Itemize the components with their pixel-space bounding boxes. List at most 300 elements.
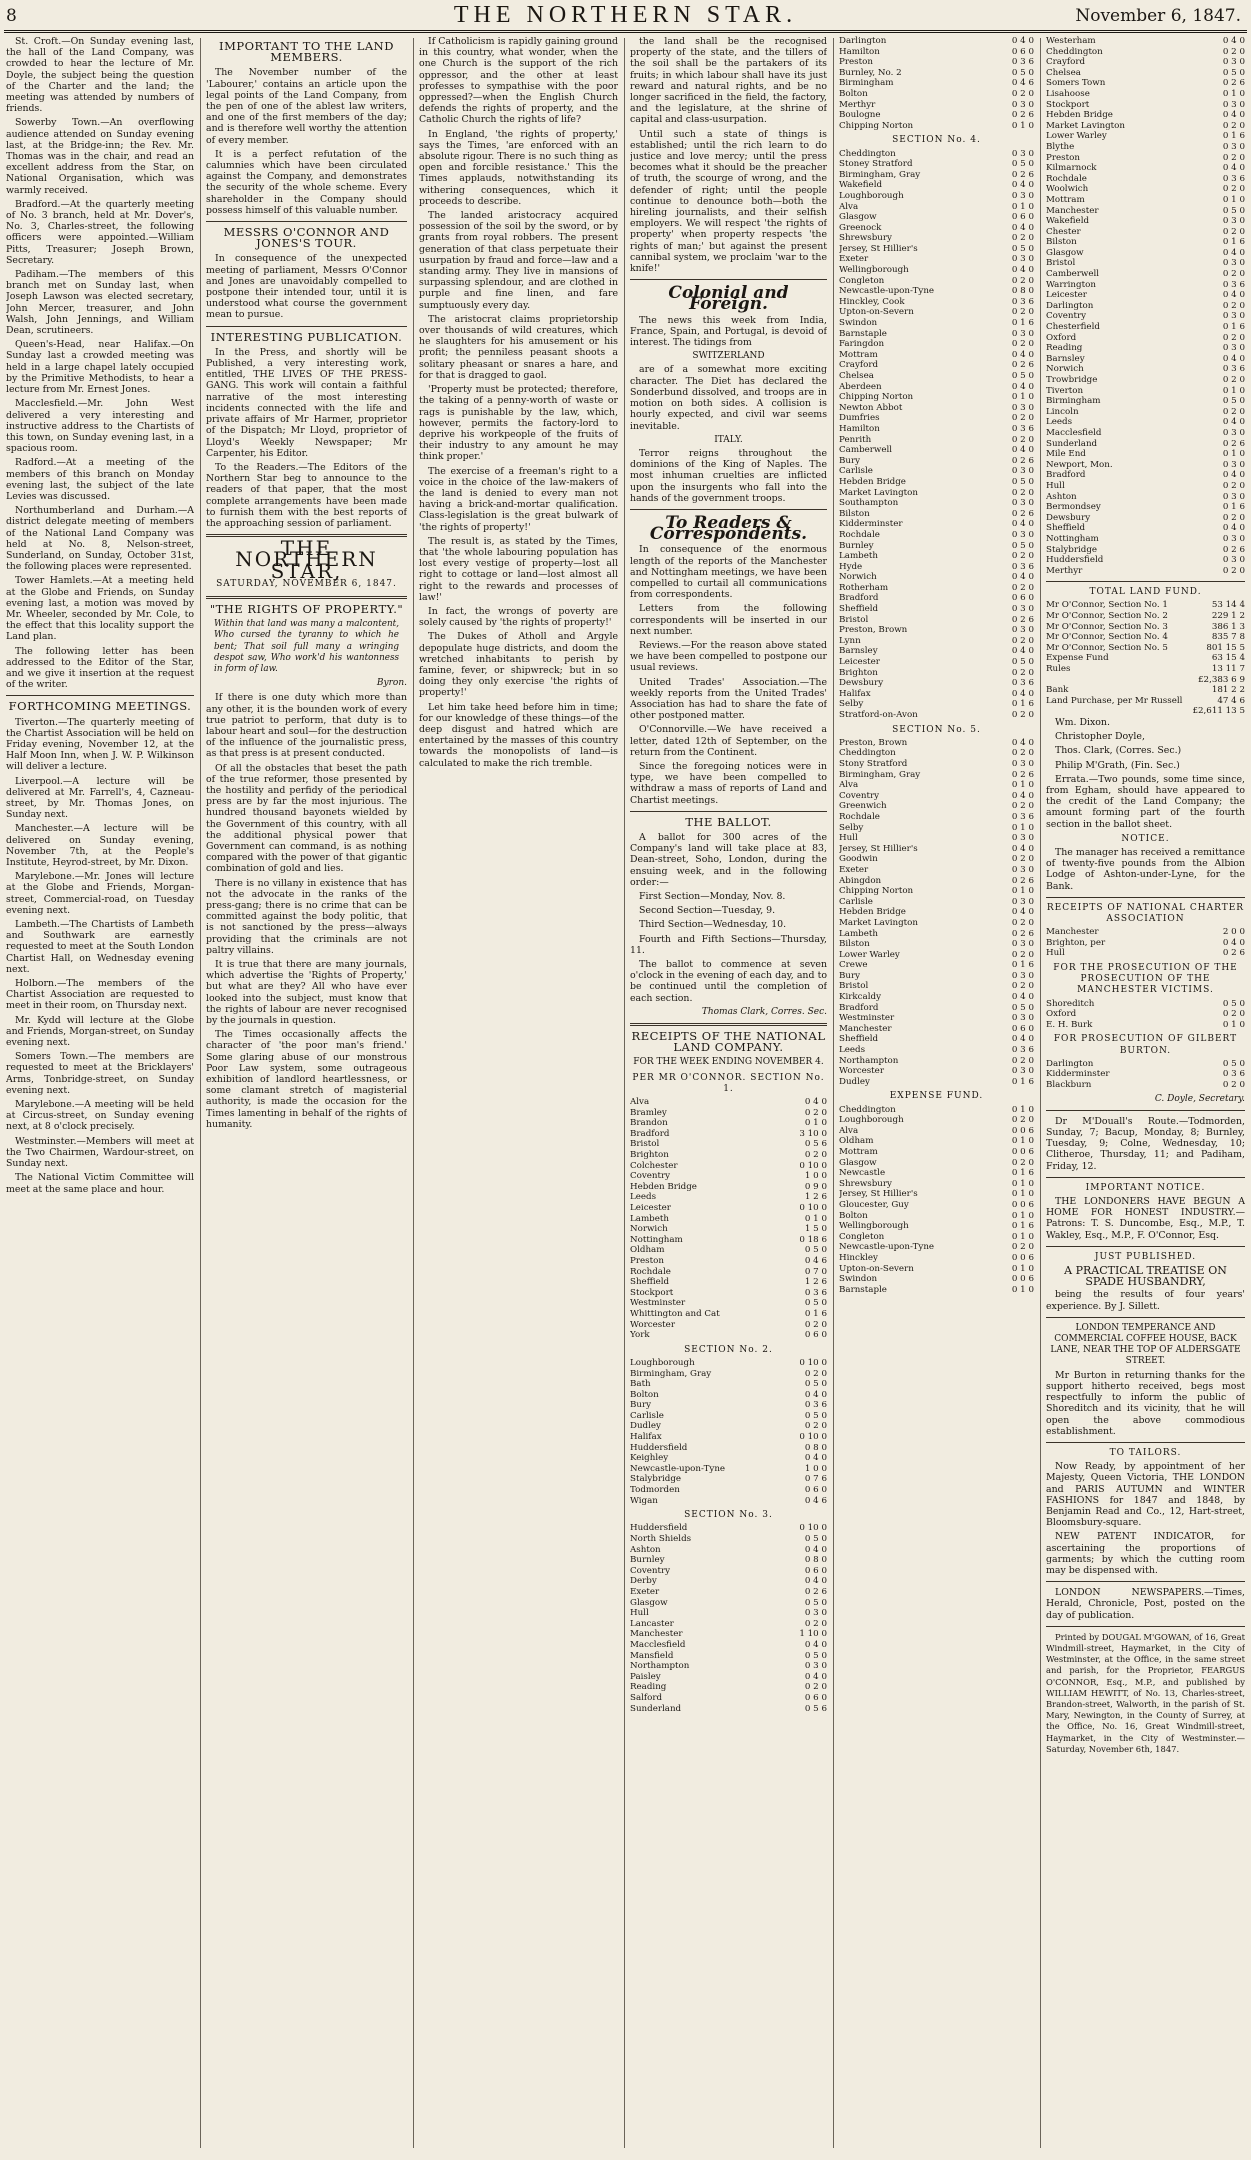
receipt-row	[839, 657, 1034, 668]
receipt-row-place: Huddersfield	[630, 1523, 688, 1534]
rights-quote: Within that land was many a malcontent, Who cursed the tyranny to which he bent; That soil full many a wringing despot saw, Who work'd his wantonness in form of law.	[214, 619, 399, 674]
receipt-row	[1046, 216, 1245, 227]
receipts-heading: RECEIPTS OF THE NATIONAL LAND COMPANY.	[631, 1029, 826, 1055]
receipt-row	[1046, 333, 1245, 344]
receipt-row-amount: 0 3 6	[804, 1400, 827, 1411]
receipt-row-place: Bilston	[839, 508, 870, 519]
divider	[1046, 1317, 1245, 1318]
receipt-row-amount: 1 0 0	[804, 1463, 827, 1474]
chartist-intelligence	[6, 36, 194, 690]
receipt-row-amount: 0 4 0	[1222, 523, 1245, 534]
receipt-row	[839, 276, 1034, 287]
doyle-signature: C. Doyle, Secretary.	[1154, 1093, 1245, 1104]
receipt-row-amount: 0 4 0	[804, 1671, 827, 1682]
receipt-row-amount: 0 4 0	[1222, 36, 1245, 46]
colonial-intro: The news this week from India, France, Spain, and Portugal, is devoid of interest. The tidings from	[630, 314, 827, 349]
receipt-row-place: Loughborough	[839, 190, 904, 201]
ballot-sections	[630, 891, 827, 956]
receipt-row-place: Coventry	[630, 1565, 671, 1576]
receipt-row-place: Bilston	[839, 939, 870, 950]
receipt-row	[1046, 545, 1245, 556]
receipt-row	[1046, 322, 1245, 333]
receipt-row	[1046, 258, 1245, 269]
receipt-row-amount: 0 2 6	[1222, 948, 1245, 959]
receipt-row-place: Coventry	[839, 790, 880, 801]
receipt-row-amount: 0 2 6	[1222, 438, 1245, 449]
receipt-row-place: Wigan	[630, 1495, 658, 1506]
errata-text: Errata.—Two pounds, some time since, from Egham, should have appeared to the credit of the Land Company; the amount forming part of the fourth section in the ballot sheet.	[1046, 773, 1245, 830]
receipt-row-amount: 0 4 0	[1011, 572, 1034, 583]
receipt-row-amount: 0 2 0	[1011, 88, 1034, 99]
receipt-row-place: Worcester	[839, 1066, 884, 1077]
receipt-row-place: Preston, Brown	[839, 737, 908, 748]
receipt-row-amount: 0 1 6	[1011, 699, 1034, 710]
receipt-row	[839, 254, 1034, 265]
total-row-place: Mr O'Connor, Section No. 3	[1046, 621, 1168, 632]
expense-row-place: Swindon	[839, 1274, 878, 1285]
leader-paper-title: THE NORTHERN STAR,	[235, 536, 378, 583]
receipt-row-place: Bradford	[630, 1128, 670, 1139]
receipt-row-place: Hull	[1046, 948, 1065, 959]
receipt-row-place: Hull	[1046, 480, 1065, 491]
receipt-row-amount: 0 2 0	[1011, 748, 1034, 759]
receipt-row	[839, 572, 1034, 583]
receipt-row-amount: 0 3 0	[1011, 759, 1034, 769]
receipt-row-amount: 0 2 0	[1222, 375, 1245, 385]
receipt-row-place: Birmingham, Gray	[839, 169, 921, 180]
nca-table	[1046, 927, 1245, 959]
receipt-row	[839, 329, 1034, 340]
receipt-row-amount: 0 3 0	[1222, 555, 1245, 566]
receipt-row-amount: 0 2 6	[1011, 169, 1034, 180]
receipt-row	[839, 865, 1034, 876]
receipt-row-place: Abingdon	[839, 875, 882, 886]
receipt-row-amount: 0 5 0	[1011, 1002, 1034, 1013]
receipt-row	[839, 929, 1034, 940]
receipt-row	[839, 992, 1034, 1003]
receipt-row-amount: 0 1 0	[1222, 194, 1245, 205]
receipt-row	[630, 1421, 827, 1432]
news-paragraph: The following letter has been addressed to the Editor of the Star, and we give it insertion at the request of the writer.	[6, 645, 194, 691]
expense-row-place: Congleton	[839, 1231, 885, 1242]
totals-table	[1046, 600, 1245, 674]
receipt-row-amount: 0 18 6	[799, 1234, 827, 1245]
expense-row	[839, 1168, 1034, 1179]
expense-row	[839, 1105, 1034, 1116]
receipt-row-amount: 0 4 0	[1222, 417, 1245, 428]
section2-table	[630, 1358, 827, 1506]
receipt-row-amount: 0 4 0	[804, 1576, 827, 1587]
receipt-row-amount: 0 3 0	[1011, 498, 1034, 509]
receipt-row	[1046, 513, 1245, 524]
expense-row	[839, 1179, 1034, 1190]
receipt-row-amount: 0 9 0	[804, 1181, 827, 1192]
total-row-amount: 801 15 5	[1206, 642, 1245, 653]
receipt-row	[1046, 407, 1245, 418]
receipt-row-amount: 0 2 0	[1011, 801, 1034, 812]
receipt-row	[1046, 163, 1245, 174]
receipt-row	[839, 339, 1034, 350]
receipt-row-amount: 0 6 0	[804, 1692, 827, 1703]
receipt-row-amount: 0 4 0	[1222, 937, 1245, 948]
total-row-amount: 835 7 8	[1211, 632, 1245, 643]
receipt-row-place: Rochdale	[839, 529, 880, 540]
receipt-row-amount: 0 2 0	[1222, 565, 1245, 576]
receipt-row-place: Rochdale	[1046, 173, 1087, 184]
article-paragraph: It is true that there are many journals, which advertise the 'Rights of Property,' but what are they? All who have ever looked into the subject, must know that the rights of labour are never recognised by the journals in question.	[206, 959, 407, 1027]
receipt-row-amount: 0 5 0	[804, 1650, 827, 1661]
news-paragraph: Sowerby Town.—An overflowing audience attended on Sunday evening last, at the Bridge-inn; the Rev. Mr. Thomas was in the chair, and read an excellent address from the Star, on National Organisation, which was warmly received.	[6, 117, 194, 196]
receipt-row	[630, 1704, 827, 1715]
article-paragraph: There is no villany in existence that has not the advocate in the ranks of the press-gang; there is no crime that can be committed against the body politic, that is not sanctioned by the press—always providing that the criminals are not paltry villains.	[206, 877, 407, 956]
receipt-row-place: Hamilton	[839, 423, 880, 434]
expense-row	[839, 1221, 1034, 1232]
receipt-row	[839, 149, 1034, 160]
receipt-row-place: Chipping Norton	[839, 120, 914, 131]
receipt-row-place: Sheffield	[839, 1034, 879, 1045]
expense-row-place: Cheddington	[839, 1104, 896, 1115]
receipt-row-amount: 0 2 6	[1011, 110, 1034, 121]
receipt-row-amount: 0 3 0	[1222, 311, 1245, 322]
receipt-row	[839, 759, 1034, 770]
receipt-row	[630, 1464, 827, 1475]
section5-continued-table	[1046, 36, 1245, 576]
expense-row-amount: 0 1 0	[1011, 1231, 1034, 1242]
receipt-row	[839, 456, 1034, 467]
receipt-row	[1046, 100, 1245, 111]
receipt-row-place: Rochdale	[839, 811, 880, 822]
receipt-row	[630, 1369, 827, 1380]
section4-table	[839, 149, 1034, 721]
receipt-row-amount: 0 4 0	[1011, 265, 1034, 276]
column-rule	[624, 38, 625, 2148]
receipt-row-amount: 2 0 0	[1222, 927, 1245, 938]
receipt-row	[630, 1298, 827, 1309]
receipt-row-amount: 0 1 0	[1011, 392, 1034, 403]
victims-heading: FOR THE PROSECUTION OF THE PROSECUTION OF THE MANCHESTER VICTIMS.	[1053, 963, 1238, 996]
receipt-row-amount: 0 10 0	[799, 1203, 827, 1213]
total-row-amount: 53 14 4	[1211, 600, 1245, 611]
column-rule	[833, 38, 834, 2148]
receipt-row-place: Halifax	[839, 688, 871, 699]
expense-row-place: Hinckley	[839, 1252, 878, 1263]
meeting-notice: Marylebone.—A meeting will be held at Circus-street, on Sunday evening next, at 8 o'clock precisely.	[6, 1099, 194, 1133]
receipt-row-amount: 0 2 0	[1222, 184, 1245, 195]
receipt-row-place: Bradford	[839, 593, 879, 604]
receipt-row-place: Dewsbury	[839, 678, 884, 689]
receipt-row-place: Bermondsey	[1046, 502, 1101, 513]
receipt-row-amount: 0 1 0	[804, 1213, 827, 1224]
ballot-signature: Thomas Clark, Corres. Sec.	[701, 1006, 827, 1017]
receipt-row	[1046, 502, 1245, 513]
receipt-row-place: Camberwell	[1046, 269, 1100, 280]
receipt-row-place: Lincoln	[1046, 406, 1079, 417]
receipt-row	[630, 1379, 827, 1390]
receipt-row	[839, 981, 1034, 992]
receipt-row-amount: 0 5 0	[804, 1245, 827, 1256]
receipt-row	[1046, 121, 1245, 132]
receipt-row-place: Norwich	[630, 1224, 668, 1235]
receipt-row-place: Boulogne	[839, 110, 881, 121]
receipt-row	[630, 1661, 827, 1672]
receipt-row-place: Westerham	[1046, 36, 1096, 46]
expense-row	[839, 1189, 1034, 1200]
receipt-row	[630, 1640, 827, 1651]
receipt-row	[1046, 68, 1245, 79]
section2-heading: SECTION No. 2.	[684, 1344, 773, 1355]
important-heading: IMPORTANT TO THE LAND MEMBERS.	[219, 39, 394, 65]
receipt-row	[839, 1077, 1034, 1088]
news-paragraph: Macclesfield.—Mr. John West delivered a very interesting and instructive address to the Chartists of this town, on Sunday evening last, in a spacious room.	[6, 398, 194, 455]
receipt-row	[839, 78, 1034, 89]
receipt-row-place: Lancaster	[630, 1618, 674, 1629]
receipt-row	[839, 604, 1034, 615]
receipt-row	[1046, 311, 1245, 322]
total-row	[1046, 611, 1245, 622]
receipt-row	[1046, 1080, 1245, 1091]
receipt-row-amount: 0 5 0	[1011, 67, 1034, 78]
receipt-row-amount: 0 2 0	[1011, 917, 1034, 928]
receipt-row-amount: 0 5 0	[1011, 476, 1034, 487]
receipt-row-amount: 0 2 6	[1222, 544, 1245, 555]
receipt-row-place: Upton-on-Severn	[839, 307, 914, 318]
receipt-row-amount: 0 5 0	[1011, 657, 1034, 668]
ballot-section: First Section—Monday, Nov. 8.	[639, 891, 786, 903]
total-row-place: Mr O'Connor, Section No. 2	[1046, 611, 1168, 622]
receipt-row-place: Macclesfield	[1046, 427, 1102, 438]
receipt-row	[1046, 354, 1245, 365]
receipt-row-place: Chipping Norton	[839, 392, 914, 403]
receipt-row-amount: 0 4 0	[1011, 790, 1034, 801]
receipt-row-place: Jersey, St Hillier's	[839, 843, 918, 854]
expense-row	[839, 1200, 1034, 1211]
receipt-row	[630, 1608, 827, 1619]
receipt-row-place: Chelsea	[1046, 67, 1081, 78]
receipt-row-amount: 0 2 0	[1222, 332, 1245, 343]
column-5	[839, 36, 1034, 2154]
receipt-row	[1046, 237, 1245, 248]
receipt-row-place: Dudley	[839, 1076, 870, 1087]
article-paragraph: The exercise of a freeman's right to a voice in the choice of the law-makers of the land is denied to every man not having a brick-and-mortar qualification. Class-legislation is the great bulwark of 'the rights of property!'	[419, 465, 618, 533]
receipt-row	[630, 1309, 827, 1320]
receipt-row-place: Hebden Bridge	[1046, 110, 1113, 121]
total-row-amount: 63 15 4	[1211, 653, 1245, 664]
receipt-row-place: Warrington	[1046, 279, 1096, 290]
receipt-row-place: Shoreditch	[1046, 998, 1095, 1009]
receipt-row	[1046, 396, 1245, 407]
meeting-notice: Liverpool.—A lecture will be delivered at Mr. Farrell's, 4, Cazneau-street, by Mr. Thomas Jones, on Sunday next.	[6, 775, 194, 821]
receipt-row-amount: 0 3 0	[1011, 1013, 1034, 1024]
colonial-heading: Colonial and Foreign.	[668, 283, 789, 315]
receipt-row	[630, 1566, 827, 1577]
receipt-row-amount: 0 3 0	[1011, 402, 1034, 413]
receipt-row-place: Brighton	[630, 1150, 669, 1161]
receipt-row-amount: 0 3 0	[804, 1661, 827, 1672]
receipt-row	[839, 1045, 1034, 1056]
receipt-row-place: Greenwich	[839, 801, 887, 812]
expense-row	[839, 1285, 1034, 1296]
receipt-row-amount: 0 2 0	[1222, 406, 1245, 417]
rights-article	[206, 692, 407, 1130]
receipt-row-place: Carlisle	[839, 896, 873, 907]
receipt-row-place: Halifax	[630, 1432, 662, 1443]
notice-heading: NOTICE.	[1121, 833, 1170, 844]
receipt-row	[1046, 566, 1245, 577]
receipt-row	[1046, 195, 1245, 206]
receipt-row-amount: 0 8 0	[1011, 286, 1034, 297]
tailors-heading: TO TAILORS.	[1109, 1447, 1182, 1458]
receipt-row	[1046, 481, 1245, 492]
receipt-row	[839, 223, 1034, 234]
receipt-row-place: Cheddington	[839, 748, 896, 759]
meeting-notice: Holborn.—The members of the Chartist Association are requested to meet in their room, on Thursday next.	[6, 978, 194, 1012]
receipt-row	[839, 636, 1034, 647]
receipt-row-amount: 0 1 0	[1222, 1019, 1245, 1030]
receipt-row-place: Birmingham, Gray	[630, 1368, 712, 1379]
receipt-row	[630, 1432, 827, 1443]
receipt-row-amount: 0 2 6	[1011, 614, 1034, 625]
expense-row-amount: 0 2 0	[1011, 1242, 1034, 1253]
receipt-row	[839, 244, 1034, 255]
receipt-row-place: Crewe	[839, 960, 868, 971]
receipt-row-place: Kidderminster	[1046, 1069, 1110, 1080]
expense-row	[839, 1147, 1034, 1158]
receipt-row	[1046, 280, 1245, 291]
receipt-row-amount: 0 4 0	[1011, 445, 1034, 456]
receipt-row	[1046, 555, 1245, 566]
total-row	[1046, 653, 1245, 664]
expense-row-place: Glasgow	[839, 1157, 877, 1168]
leader-conclusion	[630, 36, 827, 274]
receipt-row	[1046, 110, 1245, 121]
divider	[1046, 1442, 1245, 1443]
total-row-place: Expense Fund	[1046, 653, 1109, 664]
receipt-row	[839, 371, 1034, 382]
receipt-row-place: Preston	[839, 57, 873, 68]
receipt-row-amount: 0 5 0	[1222, 67, 1245, 78]
news-paragraph: Bradford.—At the quarterly meeting of No. 3 branch, held at Mr. Dover's, No. 3, Charles-street, the following officers were appointed.—William Pitts, Treasurer; Joseph Brown, Secretary.	[6, 198, 194, 266]
receipt-row	[839, 907, 1034, 918]
receipt-row	[1046, 131, 1245, 142]
receipt-row	[839, 918, 1034, 929]
switzerland-heading: SWITZERLAND	[692, 351, 765, 362]
receipt-row-amount: 0 2 0	[804, 1107, 827, 1118]
section3-heading: SECTION No. 3.	[684, 1510, 773, 1521]
receipt-row-amount: 0 1 6	[1222, 237, 1245, 248]
article-paragraph: Of all the obstacles that beset the path of the true reformer, those presented by the hostility and perfidy of the periodical press are by far the most injurious. The hundred thousand bayonets wielded by the Government of this country, with all the additional physical power that Government can command, is as nothing compared with the power of that gigantic combination of gold and lies.	[206, 762, 407, 875]
receipt-row-amount: 0 4 0	[1011, 688, 1034, 699]
receipt-row	[630, 1108, 827, 1119]
important-notice-heading: IMPORTANT NOTICE.	[1085, 1182, 1206, 1193]
receipt-row-place: Mansfield	[630, 1650, 674, 1661]
receipt-row-amount: 0 3 0	[1011, 328, 1034, 339]
receipt-row	[839, 435, 1034, 446]
receipt-row-amount: 0 10 0	[799, 1160, 827, 1171]
receipt-row	[839, 854, 1034, 865]
expense-row-place: Gloucester, Guy	[839, 1199, 909, 1210]
receipt-row	[630, 1651, 827, 1662]
receipt-row-place: Crayford	[839, 360, 879, 371]
spade-heading: A PRACTICAL TREATISE ON SPADE HUSBANDRY,	[1064, 1264, 1227, 1289]
receipt-row	[839, 530, 1034, 541]
receipt-row	[630, 1118, 827, 1129]
receipt-row	[839, 519, 1034, 530]
receipt-row-place: Manchester	[839, 1023, 892, 1034]
receipt-row-place: Manchester	[630, 1629, 683, 1640]
receipt-row-amount: 0 4 0	[1222, 163, 1245, 174]
news-paragraph: St. Croft.—On Sunday evening last, the hall of the Land Company, was crowded to hear the lecture of Mr. Doyle, the subject being the question of the Charter and the land; the meeting was attended by numbers of friends.	[6, 36, 194, 115]
article-paragraph: Until such a state of things is established; until the rich learn to do justice and love mercy; until the press becomes what it should be the preacher of truth, the scourge of wrong, and the defender of right; until the people continue to denounce both—both the hireling journalists, and their selfish employers. We will respect 'the rights of property' when property respects 'the rights of man;' but against the present cannibal system, we proclaim 'war to the knife!'	[630, 128, 827, 275]
expense-row	[839, 1211, 1034, 1222]
receipt-row-amount: 0 3 0	[1011, 148, 1034, 159]
notice-text: The manager has received a remittance of twenty-five pounds from the Albion Lodge of Ashton-under-Lyne, for the Bank.	[1046, 847, 1245, 892]
article-paragraph: The November number of the 'Labourer,' contains an article upon the legal points of the Land Company, from the pen of one of the ablest law writers, and one of the first members of the day; and is therefore well worthy the attention of every member.	[206, 67, 407, 146]
receipt-row-amount: 0 2 0	[1222, 226, 1245, 237]
receipt-row	[630, 1171, 827, 1182]
receipt-row	[630, 1496, 827, 1507]
receipt-row-amount: 3 10 0	[799, 1128, 827, 1139]
receipt-row-amount: 0 3 0	[1011, 970, 1034, 981]
divider	[1046, 1581, 1245, 1582]
receipt-row-amount: 0 3 0	[1222, 57, 1245, 68]
receipt-row-amount: 0 1 6	[1222, 322, 1245, 333]
receipt-row-place: Leicester	[630, 1203, 671, 1213]
receipt-row	[1046, 439, 1245, 450]
receipt-row-place: Lisahoose	[1046, 88, 1090, 99]
receipt-row-amount: 0 2 0	[1222, 152, 1245, 163]
receipt-row	[1046, 534, 1245, 545]
grand-total-table	[1046, 706, 1245, 717]
meeting-notice: Tiverton.—The quarterly meeting of the Chartist Association will be held on Friday evening, November 12, at the Half Moon Inn, when J. W. P. Wilkinson will deliver a lecture.	[6, 716, 194, 773]
expense-row-amount: 0 0 6	[1011, 1252, 1034, 1263]
receipt-row-place: Leeds	[1046, 417, 1073, 428]
receipt-row-amount: 0 2 0	[1011, 233, 1034, 244]
receipt-row-amount: 0 5 0	[1222, 396, 1245, 407]
correspondent-notice: O'Connorville.—We have received a letter, dated 12th of September, on the return from the Continent.	[630, 724, 827, 758]
receipt-row-place: Bradford	[839, 1002, 879, 1013]
receipt-row-place: Blythe	[1046, 141, 1075, 152]
receipt-row-amount: 0 1 0	[1011, 886, 1034, 897]
switzerland-text: are of a somewhat more exciting character. The Diet has declared the Sonderbund dissolved, and troops are in motion on both sides. A collision is hourly expected, and civil war seems inevitable.	[630, 364, 827, 432]
receipt-row-place: Sunderland	[630, 1703, 682, 1714]
receipt-row-amount: 0 4 0	[1011, 1034, 1034, 1045]
publication-text: In the Press, and shortly will be Published, a very interesting work, entitled, THE LIVES OF THE PRESS-GANG. This work will contain a faithful narrative of the most interesting incidents connected with the life and private affairs of Mr Harmer, proprietor of the Dispatch; Mr Lloyd, proprietor of Lloyd's Weekly Newspaper; Mr Carpenter, his Editor.	[206, 346, 407, 459]
article-paragraph: The Times occasionally affects the character of 'the poor man's friend.' Some glaring abuse of our monstrous Poor Law system, some outrageous exhibition of landlord heartlessness, or some clamant stretch of magisterial authority, is made the occasion for the Times lamenting in behalf of the rights of humanity.	[206, 1029, 407, 1130]
article-paragraph: If there is one duty which more than any other, it is the bounden work of every true patriot to perform, that duty is to labour heart and soul—for the destruction of the influence of the journalistic press, as that press is at present conducted.	[206, 692, 407, 760]
receipt-row	[630, 1555, 827, 1566]
receipt-row-amount: 0 3 0	[1011, 864, 1034, 875]
receipt-row-place: Bury	[839, 970, 861, 981]
receipt-row	[1046, 343, 1245, 354]
ballot-section: Fourth and Fifth Sections—Thursday, 11.	[630, 933, 827, 956]
signatures	[1046, 717, 1245, 771]
receipt-row	[630, 1256, 827, 1267]
receipts-subheading: FOR THE WEEK ENDING NOVEMBER 4.	[633, 1057, 824, 1068]
receipt-row-place: Trowbridge	[1046, 375, 1098, 385]
receipt-row-place: Leicester	[839, 657, 880, 668]
receipt-row	[839, 110, 1034, 121]
receipt-row	[630, 1150, 827, 1161]
receipt-row	[839, 1024, 1034, 1035]
receipt-row-amount: 0 5 0	[804, 1298, 827, 1309]
receipt-row-place: Merthyr	[839, 99, 876, 110]
issue-date: November 6, 1847.	[1075, 6, 1241, 26]
receipt-row	[839, 445, 1034, 456]
receipts-section-heading: PER MR O'CONNOR. SECTION No. 1.	[632, 1072, 825, 1094]
receipt-row-place: Salford	[630, 1692, 663, 1703]
correspondent-notice: Letters from the following correspondents will be inserted in our next number.	[630, 603, 827, 637]
receipt-row	[1046, 78, 1245, 89]
